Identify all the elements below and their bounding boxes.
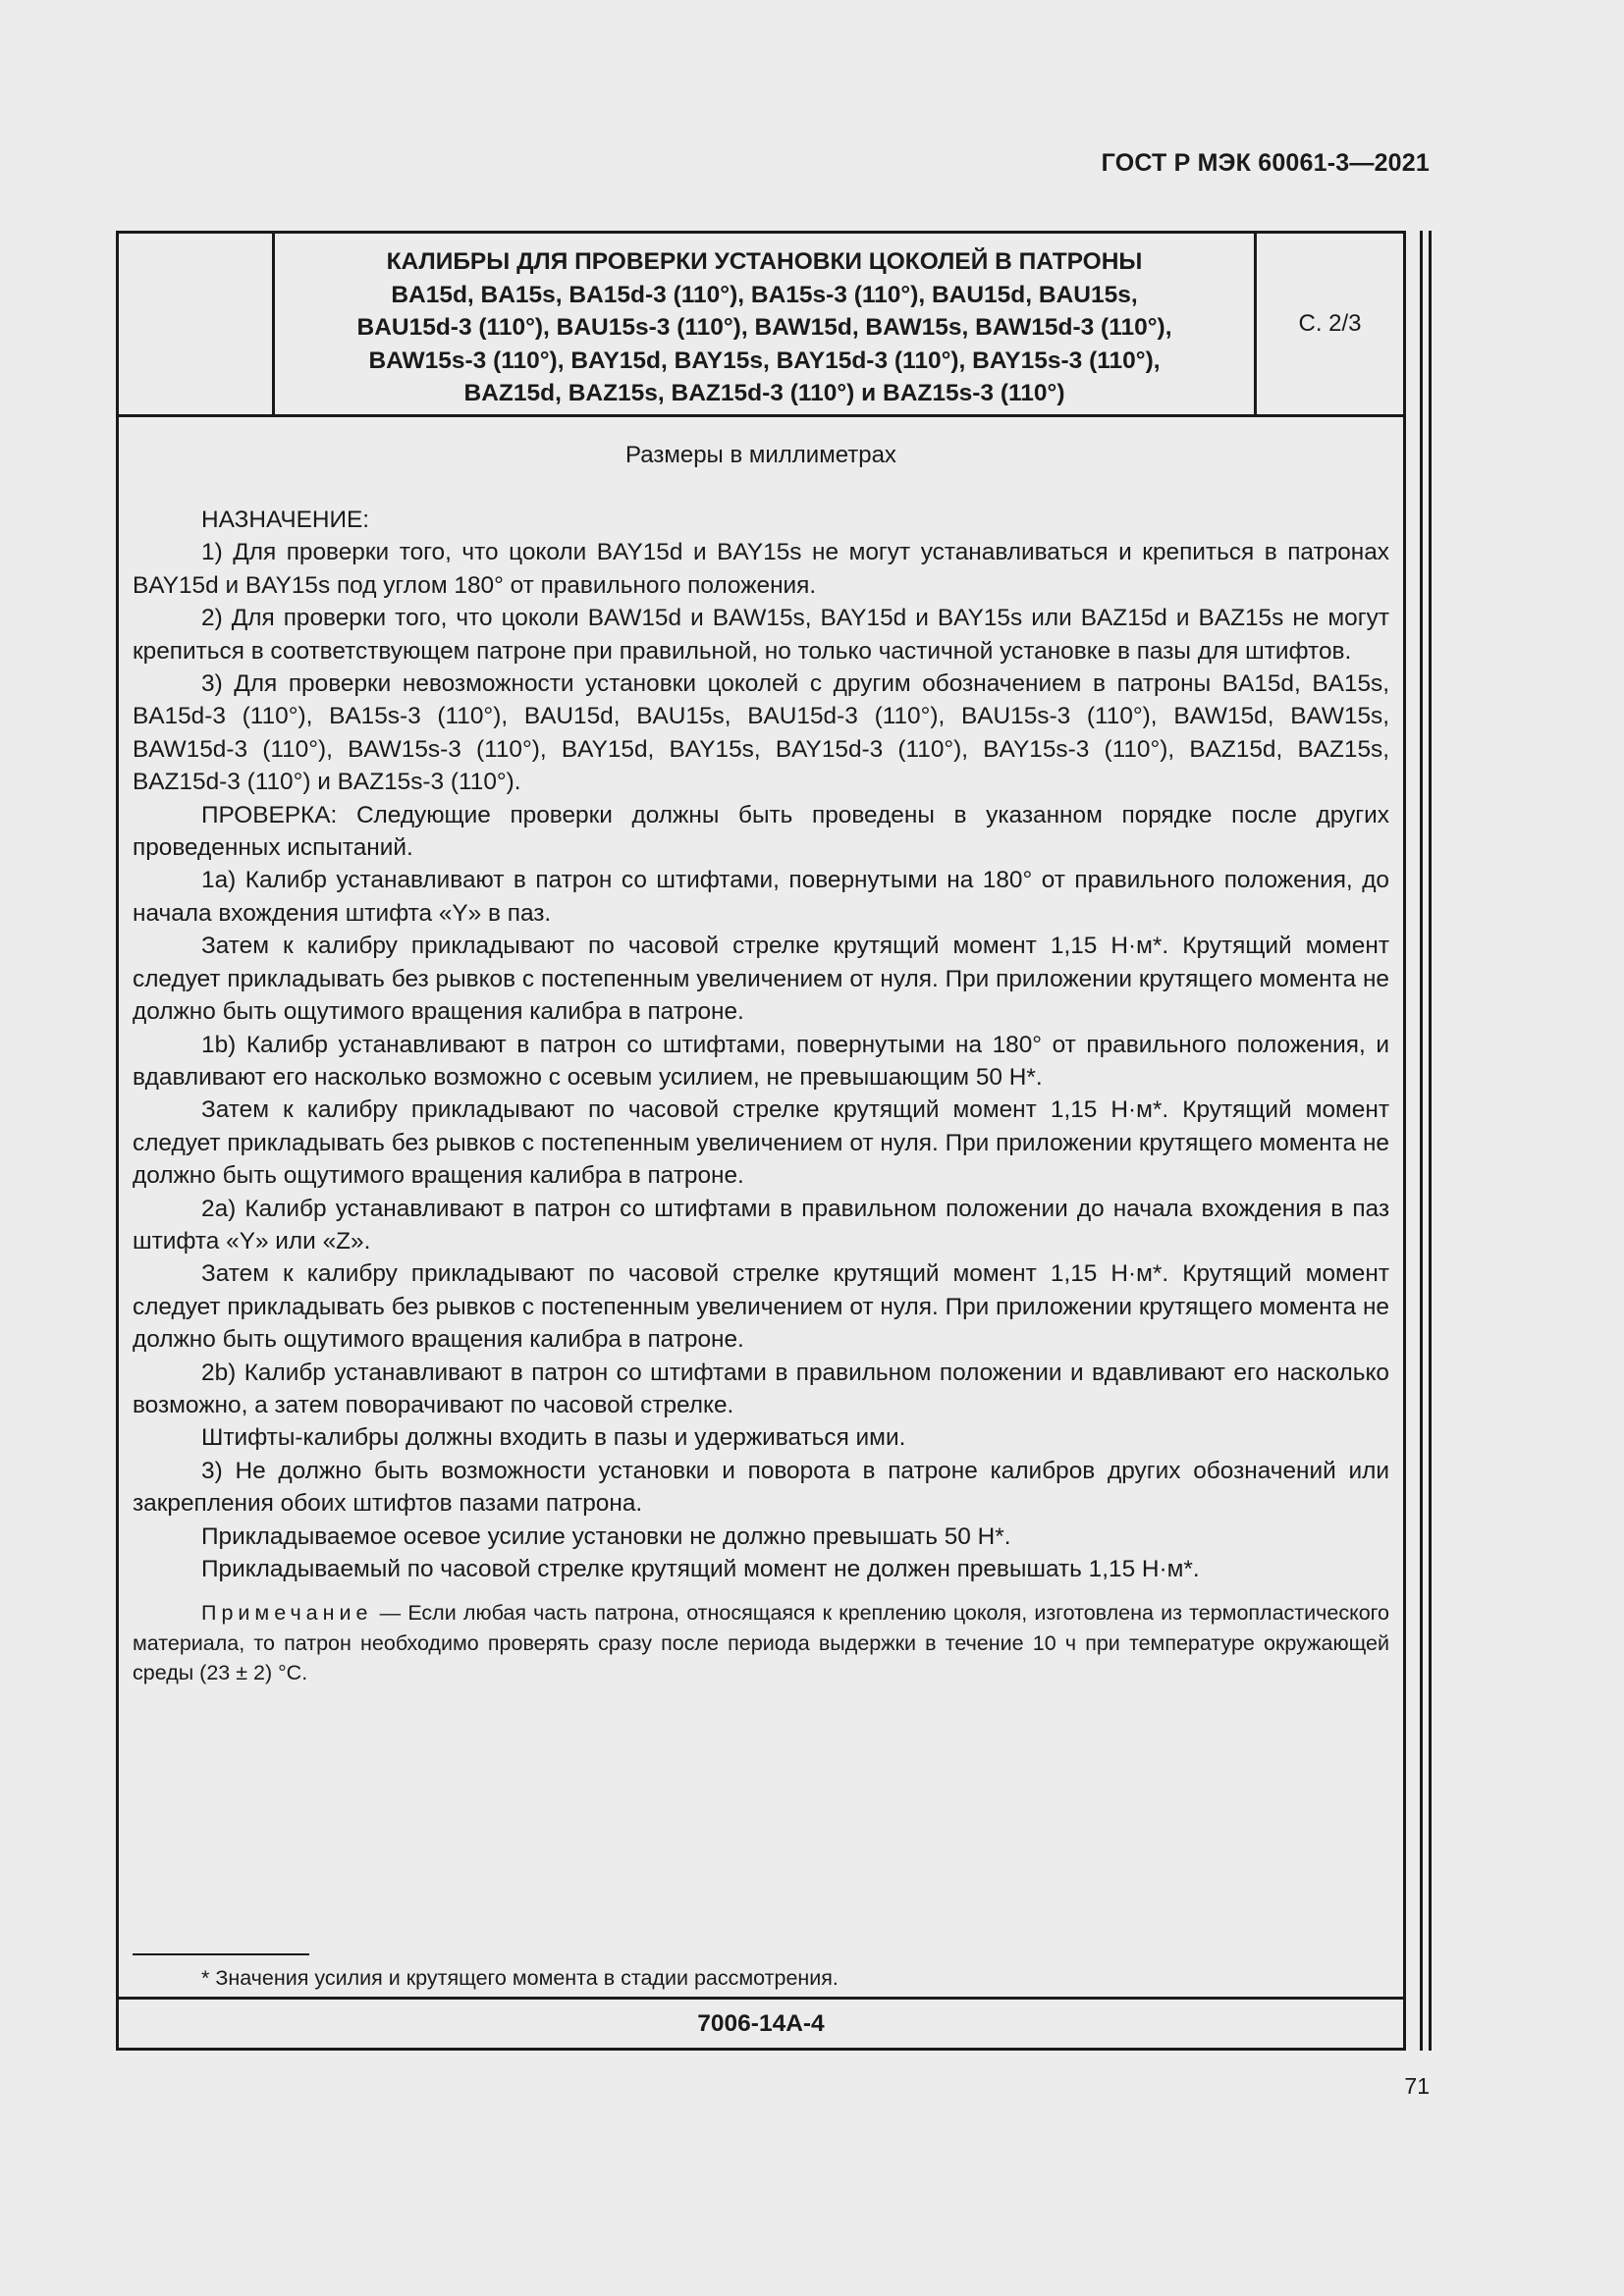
body-paragraph: ПРОВЕРКА: Следующие проверки должны быть проведены в указанном порядке после других проведенных испытаний. (133, 801, 1389, 862)
sheet-footer-code: 7006-14A-4 (119, 1997, 1403, 2048)
body-paragraph: 1b) Калибр устанавливают в патрон со штифтами, повернутыми на 180° от правильного положения, и вдавливают его насколько возможно с осевым усилием, не превышающим 50 Н*. (133, 1031, 1389, 1091)
title-line: BA15d, BA15s, BA15d-3 (110°), BA15s-3 (110°), BAU15d, BAU15s, (391, 281, 1138, 308)
standard-code: ГОСТ Р МЭК 60061-3—2021 (1101, 149, 1430, 177)
sheet-number: С. 2/3 (1298, 310, 1362, 337)
sheet-body (119, 417, 1403, 1688)
body-paragraph: Прикладываемое осевое усилие установки не должно превышать 50 Н*. (201, 1522, 1011, 1550)
body-paragraph: 2b) Калибр устанавливают в патрон со штифтами в правильном положении и вдавливают его насколько возможно, а затем поворачивают по часовой стрелке. (133, 1359, 1389, 1418)
title-line: BAW15s-3 (110°), BAY15d, BAY15s, BAY15d-3 (110°), BAY15s-3 (110°), (368, 347, 1161, 374)
units-caption: Размеры в миллиметрах (625, 442, 896, 468)
body-paragraph: 1a) Калибр устанавливают в патрон со штифтами, повернутыми на 180° от правильного положения, до начала вхождения штифта «Y» в паз. (133, 867, 1389, 927)
title-line: BAZ15d, BAZ15s, BAZ15d-3 (110°) и BAZ15s-3 (110°) (463, 380, 1065, 406)
sheet-border-rail (1420, 231, 1423, 2051)
note-text: — Если любая часть патрона, относящаяся к креплению цоколя, изготовлена из термопластического материала, то патрон необходимо проверять сразу после периода выдержки в течение 10 ч при температуре окружающей среды (23 ± 2) °С. (133, 1601, 1389, 1685)
sheet-header (119, 234, 1403, 417)
body-paragraph: 1) Для проверки того, что цоколи BAY15d и BAY15s не могут устанавливаться и крепиться в патронах BAY15d и BAY15s под углом 180° от правильного положения. (133, 539, 1389, 599)
title-line: BAU15d-3 (110°), BAU15s-3 (110°), BAW15d, BAW15s, BAW15d-3 (110°), (356, 314, 1172, 341)
note-label: Примечание (201, 1601, 373, 1626)
sheet-title (275, 234, 1257, 414)
footnote-divider (133, 1953, 309, 1955)
sheet-border-rail (1429, 231, 1432, 2051)
body-paragraph: Затем к калибру прикладывают по часовой стрелке крутящий момент 1,15 Н·м*. Крутящий момент следует прикладывать без рывков с постепенным увеличением от нуля. При приложении крутящего момента не должно быть ощутимого вращения калибра в патроне. (133, 933, 1389, 1026)
note-block (133, 1598, 1389, 1688)
body-paragraph: Прикладываемый по часовой стрелке крутящий момент не должен превышать 1,15 Н·м*. (201, 1556, 1200, 1582)
header-empty-cell (119, 234, 275, 414)
body-paragraph: 2a) Калибр устанавливают в патрон со штифтами в правильном положении до начала вхождения в паз штифта «Y» или «Z». (133, 1195, 1389, 1255)
page-number: 71 (1404, 2073, 1430, 2099)
section-heading-purpose: НАЗНАЧЕНИЕ: (201, 507, 370, 533)
title-line: КАЛИБРЫ ДЛЯ ПРОВЕРКИ УСТАНОВКИ ЦОКОЛЕЙ В ПАТРОНЫ (386, 248, 1143, 275)
body-paragraph: Штифты-калибры должны входить в пазы и удерживаться ими. (201, 1424, 906, 1452)
body-paragraph: 2) Для проверки того, что цоколи BAW15d и BAW15s, BAY15d и BAY15s или BAZ15d и BAZ15s не могут крепиться в соответствующем патроне при правильной, но только частичной установке в пазы для штифтов. (133, 605, 1389, 665)
footnote: * Значения усилия и крутящего момента в стадии рассмотрения. (201, 1966, 839, 1990)
body-paragraph: 3) Не должно быть возможности установки и поворота в патроне калибров других обозначений или закрепления обоих штифтов пазами патрона. (133, 1457, 1389, 1518)
body-paragraph: 3) Для проверки невозможности установки цоколей с другим обозначением в патроны BA15d, BA15s, BA15d-3 (110°), BA15s-3 (110°), BAU15d, BAU15s, BAU15d-3 (110°), BAU15s-3 (110°), BAW15d, BAW15s, BAW15d-3 (110°), BAW15s-3 (110°), BAY15d, BAY15s, BAY15d-3 (110°), BAY15s-3 (110°), BAZ15d, BAZ15s, BAZ15d-3 (110°) и BAZ15s-3 (110°). (133, 670, 1389, 796)
data-sheet-frame (116, 231, 1406, 2051)
body-paragraph: Затем к калибру прикладывают по часовой стрелке крутящий момент 1,15 Н·м*. Крутящий момент следует прикладывать без рывков с постепенным увеличением от нуля. При приложении крутящего момента не должно быть ощутимого вращения калибра в патроне. (133, 1260, 1389, 1354)
body-paragraph: Затем к калибру прикладывают по часовой стрелке крутящий момент 1,15 Н·м*. Крутящий момент следует прикладывать без рывков с постепенным увеличением от нуля. При приложении крутящего момента не должно быть ощутимого вращения калибра в патроне. (133, 1096, 1389, 1190)
